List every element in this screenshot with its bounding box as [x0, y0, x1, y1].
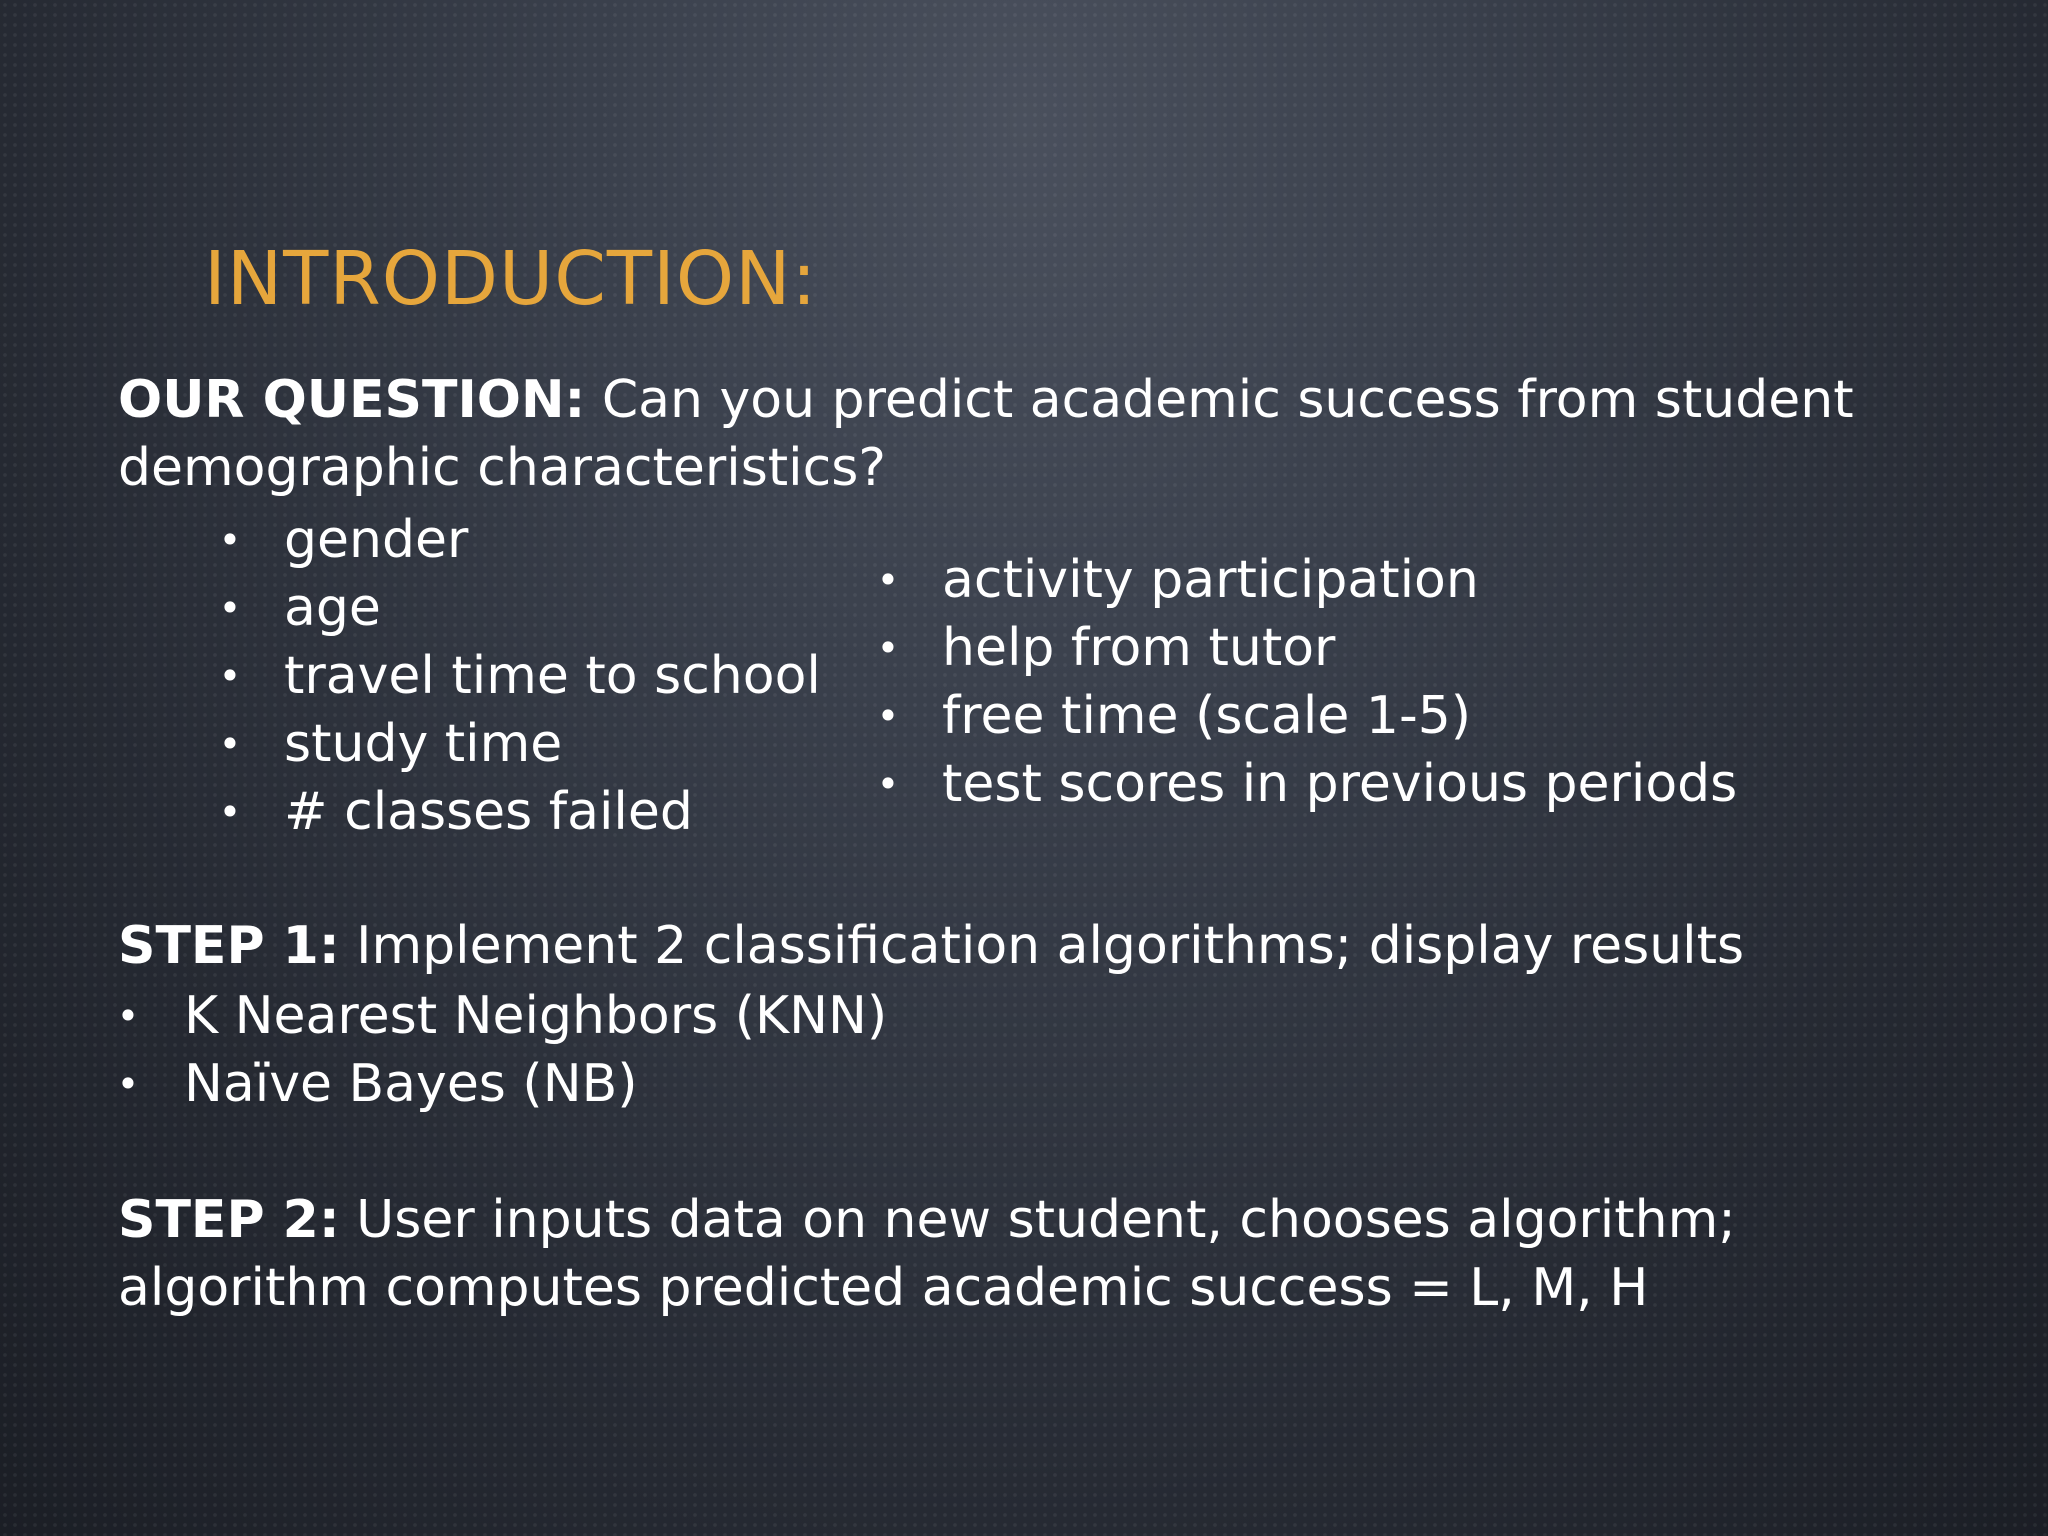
bullet-icon: • [876, 626, 900, 670]
list-item [210, 710, 821, 778]
feature-label: activity participation [942, 550, 1479, 610]
features-right-list [868, 546, 1737, 818]
list-item [108, 1050, 887, 1118]
bullet-icon: • [218, 586, 242, 630]
feature-label: # classes failed [284, 782, 693, 842]
feature-label: test scores in previous periods [942, 754, 1738, 814]
slide-title: INTRODUCTION: [204, 236, 818, 322]
step2-label: STEP 2: [118, 1190, 340, 1250]
list-item [868, 614, 1737, 682]
bullet-icon: • [218, 654, 242, 698]
feature-label: help from tutor [942, 618, 1336, 678]
list-item [108, 982, 887, 1050]
bullet-icon: • [116, 1062, 140, 1106]
question-label: OUR QUESTION: [118, 370, 586, 430]
feature-label: travel time to school [284, 646, 821, 706]
list-item [868, 546, 1737, 614]
list-item [210, 574, 821, 642]
list-item [210, 642, 821, 710]
step1-label: STEP 1: [118, 916, 340, 976]
step1-heading [118, 912, 1744, 980]
list-item [868, 682, 1737, 750]
bullet-icon: • [116, 994, 140, 1038]
step1-text: Implement 2 classification algorithms; display results [339, 916, 1745, 976]
question-text-1: Can you predict academic success from student [585, 370, 1854, 430]
features-left-list [210, 506, 821, 846]
step2-text-1: User inputs data on new student, chooses algorithm; [339, 1190, 1736, 1250]
algorithm-label: K Nearest Neighbors (KNN) [184, 986, 888, 1046]
list-item [210, 778, 821, 846]
question-block [118, 366, 1854, 502]
bullet-icon: • [876, 762, 900, 806]
question-line-1 [118, 366, 1854, 434]
bullet-icon: • [218, 722, 242, 766]
algorithm-list [108, 982, 887, 1118]
bullet-icon: • [218, 790, 242, 834]
question-text-2: demographic characteristics? [118, 438, 886, 498]
algorithm-label: Naïve Bayes (NB) [184, 1054, 638, 1114]
step2-text-2: algorithm computes predicted academic success = L, M, H [118, 1258, 1649, 1318]
feature-label: gender [284, 510, 469, 570]
bullet-icon: • [218, 518, 242, 562]
feature-label: free time (scale 1-5) [942, 686, 1472, 746]
bullet-icon: • [876, 694, 900, 738]
feature-label: study time [284, 714, 563, 774]
feature-label: age [284, 578, 381, 638]
step2-line-1 [118, 1186, 1736, 1254]
bullet-icon: • [876, 558, 900, 602]
step2-block [118, 1186, 1736, 1322]
list-item [210, 506, 821, 574]
list-item [868, 750, 1737, 818]
